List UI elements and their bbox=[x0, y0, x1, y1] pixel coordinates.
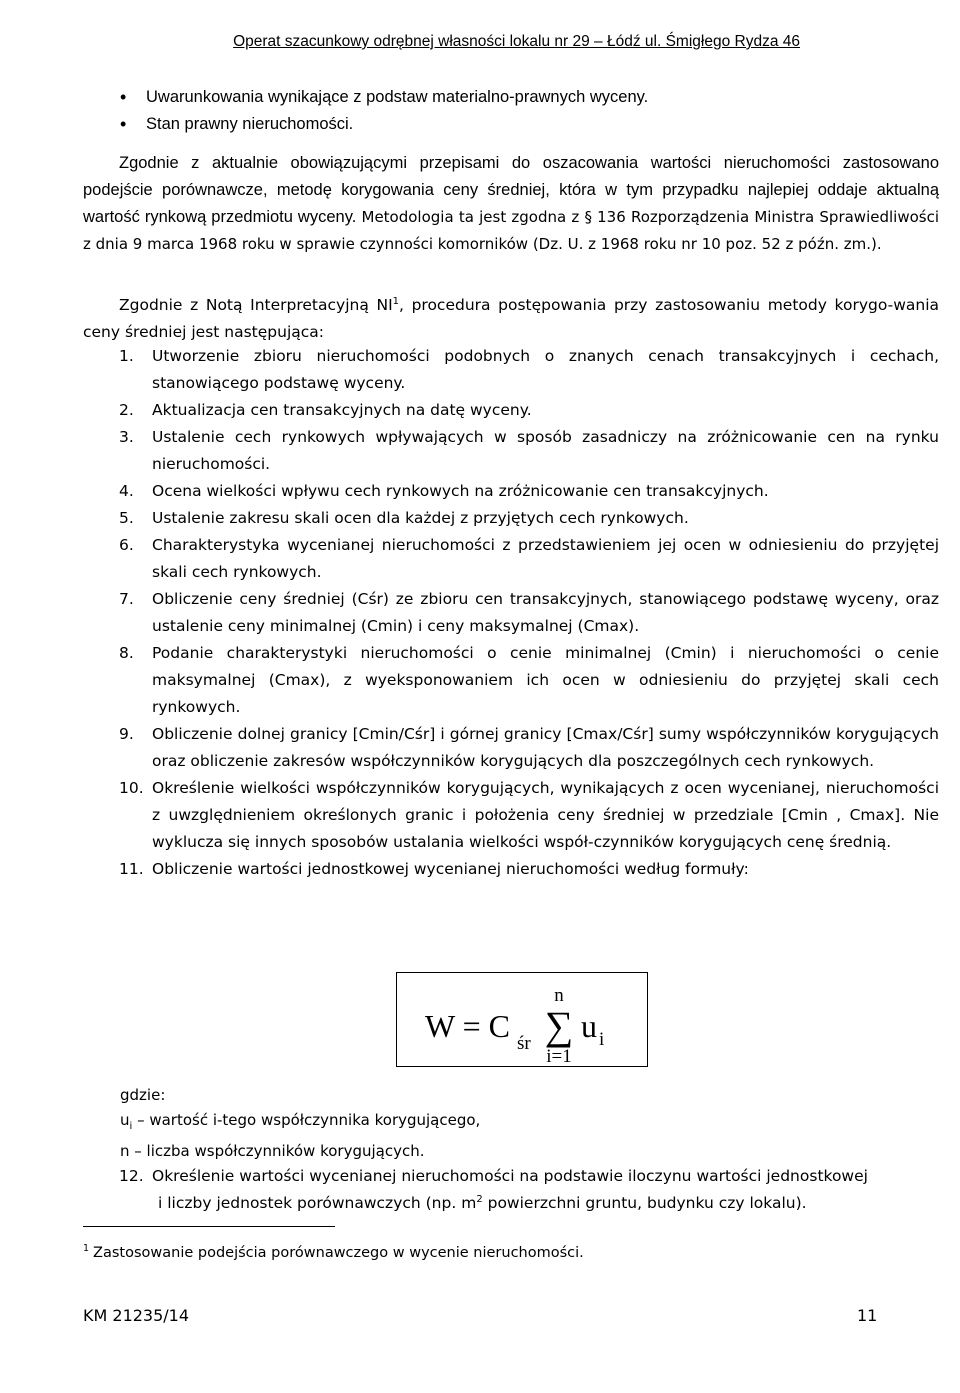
procedure-step bbox=[83, 721, 939, 775]
page-header-title: Operat szacunkowy odrębnej własności lokalu nr 29 – Łódź ul. Śmigłego Rydza 46 bbox=[233, 33, 800, 50]
footnote-reference[interactable]: 1 bbox=[392, 295, 400, 307]
procedure-intro-before: Zgodnie z Notą Interpretacyjną NI bbox=[119, 296, 393, 314]
step-number: 4. bbox=[119, 482, 134, 500]
step-number: 6. bbox=[119, 536, 134, 554]
step-number: 1. bbox=[119, 347, 134, 365]
formula-sum-upper: n bbox=[554, 985, 564, 1006]
formula-legend bbox=[120, 1083, 480, 1164]
footer-page-number: 11 bbox=[857, 1306, 878, 1325]
step-text: Ocena wielkości wpływu cech rynkowych na zróżnicowanie cen transakcyjnych. bbox=[152, 482, 769, 500]
legend-n-definition: n – liczba współczynników korygujących. bbox=[120, 1142, 425, 1160]
step-text: Ustalenie cech rynkowych wpływających w sposób zasadniczy na zróżnicowanie cen na rynku nieruchomości. bbox=[152, 428, 939, 473]
step-12 bbox=[83, 1163, 939, 1217]
procedure-step bbox=[83, 640, 939, 721]
procedure-step bbox=[83, 478, 939, 505]
step-text: Obliczenie dolnej granicy [Cmin/Cśr] i górnej granicy [Cmax/Cśr] sumy współczynników korygujących oraz obliczenie zakresów współczynników korygujących dla poszczególnych cech rynkowych. bbox=[152, 725, 939, 770]
step-text: Ustalenie zakresu skali ocen dla każdej z przyjętych cech rynkowych. bbox=[152, 509, 689, 527]
procedure-step bbox=[83, 856, 939, 883]
legend-u-definition: $u_i$ – wartość i-tego współczynnika korygującego, bbox=[120, 1110, 481, 1132]
formula-var-subscript: i bbox=[599, 1029, 605, 1050]
procedure-step bbox=[83, 775, 939, 856]
formula-graphic bbox=[397, 973, 647, 1066]
step-number: 8. bbox=[119, 644, 134, 662]
bullet-item: • Uwarunkowania wynikające z podstaw materialno-prawnych wyceny. bbox=[120, 84, 648, 111]
procedure-step bbox=[83, 532, 939, 586]
step-text: Obliczenie ceny średniej (Cśr) ze zbioru cen transakcyjnych, stanowiącego podstawę wyceny, oraz ustalenie ceny minimalnej (Cmin) i ceny maksymalnej (Cmax). bbox=[152, 590, 939, 635]
step-number: 3. bbox=[119, 428, 134, 446]
step-text: Określenie wielkości współczynników korygujących, wynikających z ocen wycenianej, nieruchomości z uwzględnieniem określonych granic i położenia ceny średniej w przedziale [Cmin , Cmax]. Nie wyklucza się innych sposobów ustalania wielkości współ-czynników korygujących cenę średnią. bbox=[152, 779, 939, 851]
intro-methodology-text: Metodologia ta jest zgodna z § 136 Rozporządzenia Ministra Sprawiedliwości z dnia 9 marca 1968 roku w sprawie czynności komorników (Dz. U. z 1968 roku nr 10 poz. 52 z późn. zm.). bbox=[83, 208, 939, 253]
footnote-mark: 1 bbox=[83, 1243, 90, 1255]
footnote-text: Zastosowanie podejścia porównawczego w wycenie nieruchomości. bbox=[93, 1245, 584, 1261]
footnote-divider bbox=[83, 1226, 335, 1227]
intro-paragraph bbox=[83, 150, 939, 258]
legend-title: gdzie: bbox=[120, 1086, 166, 1104]
formula-var: u bbox=[581, 1008, 597, 1044]
step-number: 10. bbox=[119, 779, 144, 797]
step-number: 12. bbox=[119, 1167, 144, 1185]
step-text: Aktualizacja cen transakcyjnych na datę wyceny. bbox=[152, 401, 532, 419]
step-12-line1: Określenie wartości wycenianej nieruchomości na podstawie iloczynu wartości jednostkowej bbox=[152, 1167, 868, 1185]
procedure-intro-after: , procedura postępowania przy zastosowaniu metody korygo-wania ceny średniej jest następująca: bbox=[83, 296, 939, 341]
step-text: Charakterystyka wycenianej nieruchomości z przedstawieniem jej ocen w odniesieniu do przyjętej skali cech rynkowych. bbox=[152, 536, 939, 581]
procedure-step bbox=[83, 424, 939, 478]
step-text: Obliczenie wartości jednostkowej wycenianej nieruchomości według formuły: bbox=[152, 860, 749, 878]
formula-box bbox=[396, 972, 648, 1067]
procedure-step bbox=[83, 397, 939, 424]
footer-case-number: KM 21235/14 bbox=[83, 1306, 190, 1325]
step-text: Podanie charakterystyki nieruchomości o cenie minimalnej (Cmin) i nieruchomości o cenie maksymalnej (Cmax), z wyeksponowaniem ich ocen w odniesieniu do przyjętej skali cech rynkowych. bbox=[152, 644, 939, 716]
procedure-step bbox=[83, 586, 939, 640]
formula-lhs: W = C bbox=[425, 1008, 511, 1044]
step-12-line2: i liczby jednostek porównawczych (np. $m^2$ powierzchni gruntu, budynku czy lokalu). bbox=[158, 1193, 807, 1212]
step-number: 7. bbox=[119, 590, 134, 608]
step-text: Utworzenie zbioru nieruchomości podobnych o znanych cenach transakcyjnych i cechach, stanowiącego podstawę wyceny. bbox=[152, 347, 939, 392]
bullet-item: • Stan prawny nieruchomości. bbox=[120, 111, 648, 138]
formula-sum-lower: i=1 bbox=[546, 1046, 572, 1066]
step-number: 11. bbox=[119, 860, 144, 878]
intro-text: Zgodnie z aktualnie obowiązującymi przepisami do oszacowania wartości nieruchomości zastosowano podejście porównawcze, metodę korygowania ceny średniej, która w tym przypadku najlepiej oddaje aktualną wartość rynkową przedmiotu wyceny. bbox=[83, 154, 939, 226]
step-number: 5. bbox=[119, 509, 134, 527]
procedure-intro-paragraph bbox=[83, 292, 939, 346]
footnote bbox=[83, 1245, 584, 1261]
procedure-step bbox=[83, 505, 939, 532]
formula-c-subscript: śr bbox=[517, 1033, 531, 1054]
bullet-list bbox=[120, 84, 648, 138]
formula-sum-sign: ∑ bbox=[544, 1003, 574, 1048]
procedure-step bbox=[83, 343, 939, 397]
step-number: 9. bbox=[119, 725, 134, 743]
procedure-steps-list bbox=[83, 343, 939, 883]
step-number: 2. bbox=[119, 401, 134, 419]
